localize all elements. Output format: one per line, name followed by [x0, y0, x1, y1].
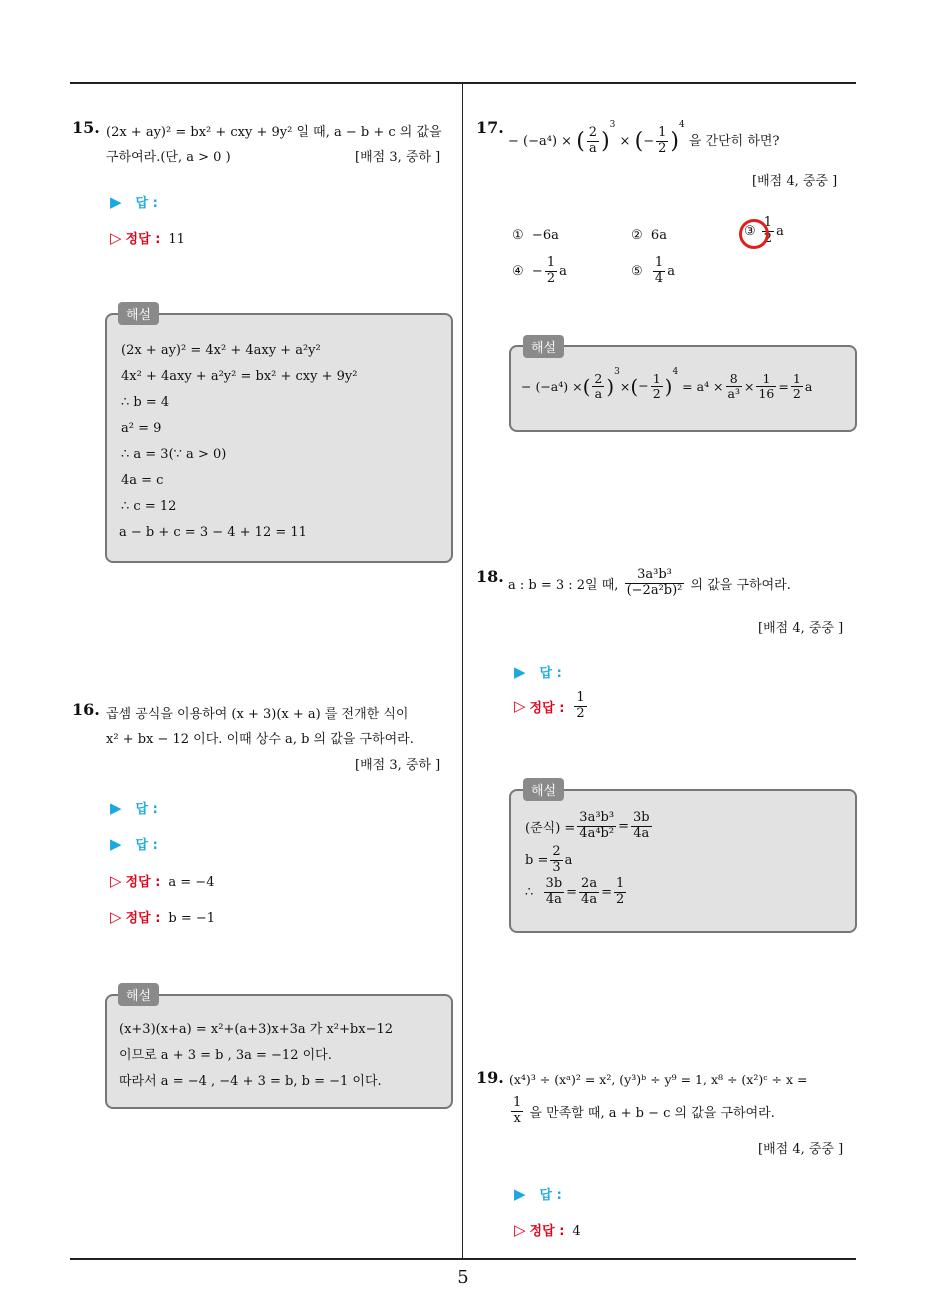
q16-explanation-box	[105, 994, 453, 1109]
q18-number: 18.	[476, 567, 504, 586]
q18-correct: ▷ 정답 : $\frac{1}{2}$	[514, 690, 585, 721]
explain-line: 4x² + 4axy + a²y² = bx² + cxy + 9y²	[121, 369, 358, 384]
outline-triangle-icon: ▷	[514, 1221, 526, 1239]
q18-explanation-tag: 해설	[523, 778, 564, 801]
q17-grade: [배점 4, 중중 ]	[752, 174, 838, 189]
choice-1[interactable]: ① −6a	[512, 228, 559, 243]
q17-text: − (−a⁴) × ( $\frac{2}{a}$ )$^3$ × (− $\frac{1}{2}$ )$^4$ 을 간단히 하면?	[508, 120, 780, 156]
q15-text-line2: 구하여라.(단, a > 0 )	[106, 150, 231, 165]
answer-label: 답 :	[135, 838, 158, 853]
q19-text-line2: $\frac{1}{x}$ 을 만족할 때, a + b − c 의 값을 구하여라.	[513, 1095, 775, 1126]
correct-value: 11	[168, 232, 185, 247]
choice-4[interactable]: ④ − $\frac{1}{2}$ a	[512, 255, 567, 286]
q17-number: 17.	[476, 118, 504, 137]
q15-grade: [배점 3, 중하 ]	[355, 150, 441, 165]
explain-line: b = $\frac{2}{3}$ a	[525, 844, 573, 875]
correct-value: b = −1	[168, 911, 216, 926]
q17-frac1: $\frac{2}{a}$	[588, 125, 598, 156]
q16-correct-1	[110, 871, 214, 890]
q16-text-line1: 곱셈 공식을 이용하여 (x + 3)(x + a) 를 전개한 식이	[106, 707, 409, 722]
play-triangle-icon: ▶	[110, 799, 122, 817]
correct-label: 정답 :	[529, 1224, 565, 1239]
q18-grade: [배점 4, 중중 ]	[758, 621, 844, 636]
q15-explanation-box	[105, 313, 453, 563]
answer-label: 답 :	[135, 802, 158, 817]
outline-triangle-icon: ▷	[110, 872, 122, 890]
explain-line: ∴ $\frac{3b}{4a}$ = $\frac{2a}{4a}$ = $\frac{1}{2}$	[525, 876, 625, 907]
explain-line: ∴ a = 3(∵ a > 0)	[121, 447, 227, 462]
column-divider	[462, 82, 463, 1260]
q17-explanation-tag: 해설	[523, 335, 564, 358]
q18-text: a : b = 3 : 2일 때, $\frac{\text{3a³b³}}{\text{(−2a²b)²}}$ 의 값을 구하여라.	[508, 567, 791, 598]
explain-line: a² = 9	[121, 421, 162, 436]
choice-3[interactable]: ③ $\frac{1}{2}$ a	[744, 215, 784, 246]
bottom-rule	[70, 1258, 856, 1260]
explain-line: a − b + c = 3 − 4 + 12 = 11	[119, 525, 307, 540]
q15-number: 15.	[72, 118, 100, 137]
correct-label: 정답 :	[125, 232, 161, 247]
outline-triangle-icon: ▷	[514, 697, 526, 716]
q19-correct	[514, 1220, 581, 1239]
q16-grade: [배점 3, 중하 ]	[355, 758, 441, 773]
q17-frac2: $\frac{1}{2}$	[658, 125, 667, 156]
explain-line: (x+3)(x+a) = x²+(a+3)x+3a 가 x²+bx−12	[119, 1022, 393, 1037]
q16-correct-2	[110, 907, 215, 926]
correct-value: 4	[572, 1224, 581, 1239]
answer-label: 답 :	[539, 666, 562, 681]
correct-label: 정답 :	[529, 700, 565, 716]
explain-line: − (−a⁴) ×( $\frac{2}{a}$ )$^3$×(− $\frac{1}{2}$ )$^4$ = a⁴ × $\frac{8}{\text{a³}}$ × $\frac{1}{16}$ = $\frac{1}{2}$ a	[521, 367, 813, 401]
q15-answer	[110, 192, 158, 211]
explain-line: 이므로 a + 3 = b , 3a = −12 이다.	[119, 1048, 332, 1063]
correct-label: 정답 :	[125, 911, 161, 926]
q15-text-line1: (2x + ay)² = bx² + cxy + 9y² 일 때, a − b + c 의 값을	[106, 125, 442, 140]
q17-suffix: 을 간단히 하면?	[688, 134, 780, 149]
choice-5[interactable]: ⑤ $\frac{1}{4}$ a	[631, 255, 675, 286]
play-triangle-icon: ▶	[514, 663, 526, 681]
outline-triangle-icon: ▷	[110, 229, 122, 247]
q16-answer-2	[110, 834, 158, 853]
play-triangle-icon: ▶	[514, 1185, 526, 1203]
q18-answer	[514, 662, 562, 681]
q15-explanation-tag: 해설	[118, 302, 159, 325]
play-triangle-icon: ▶	[110, 835, 122, 853]
explain-line: 따라서 a = −4 , −4 + 3 = b, b = −1 이다.	[119, 1074, 382, 1089]
explain-line: ∴ b = 4	[121, 395, 170, 410]
explain-line: (2x + ay)² = 4x² + 4axy + a²y²	[121, 343, 321, 358]
answer-label: 답 :	[135, 196, 158, 211]
q16-number: 16.	[72, 700, 100, 719]
correct-label: 정답 :	[125, 875, 161, 890]
explain-line: (준식) = $\frac{\text{3a³b³}}{\text{4a⁴b²}}$ = $\frac{3b}{4a}$	[525, 810, 650, 841]
explain-line: ∴ c = 12	[121, 499, 177, 514]
page-number: 5	[457, 1267, 469, 1288]
choice-2[interactable]: ② 6a	[631, 228, 667, 243]
q17-explanation-box	[509, 345, 857, 432]
answer-label: 답 :	[539, 1188, 562, 1203]
q19-number: 19.	[476, 1068, 504, 1087]
q16-answer-1	[110, 798, 158, 817]
top-rule	[70, 82, 856, 84]
outline-triangle-icon: ▷	[110, 908, 122, 926]
q16-text-line2: x² + bx − 12 이다. 이때 상수 a, b 의 값을 구하여라.	[106, 732, 414, 747]
q19-text-line1: (x⁴)³ ÷ (xᵃ)² = x², (y³)ᵇ ÷ y⁹ = 1, x⁸ ÷ (x²)ᶜ ÷ x =	[509, 1072, 808, 1087]
q19-answer	[514, 1184, 562, 1203]
play-triangle-icon: ▶	[110, 193, 122, 211]
q19-grade: [배점 4, 중중 ]	[758, 1142, 844, 1157]
q17-prefix: − (−a⁴) ×	[508, 134, 573, 149]
selected-answer-circle-icon	[739, 219, 769, 249]
q16-explanation-tag: 해설	[118, 983, 159, 1006]
q18-explanation-box	[509, 789, 857, 933]
explain-line: 4a = c	[121, 473, 164, 488]
q15-correct	[110, 228, 185, 247]
correct-value: a = −4	[168, 875, 215, 890]
